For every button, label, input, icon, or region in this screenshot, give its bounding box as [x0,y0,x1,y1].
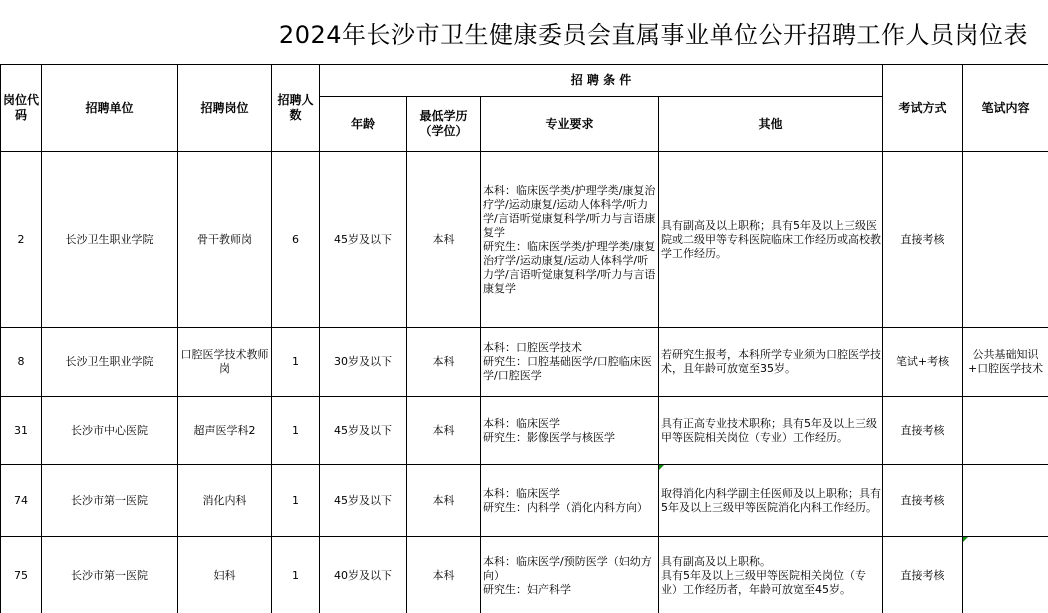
cell-written [963,152,1048,328]
header-major: 专业要求 [481,97,659,152]
cell-text-line: 本科：临床医学类/护理学类/康复治疗学/运动康复/运动人体科学/听力学/言语听觉康复科学/听力与言语康复学 [483,183,656,239]
cell-text-line: 研究生：口腔基础医学/口腔临床医学/口腔医学 [483,355,652,382]
cell-post: 口腔医学技术教师岗 [178,328,272,397]
cell-edu: 本科 [407,537,481,613]
cell-count: 1 [272,397,320,465]
cell-text-line: 若研究生报考，本科所学专业须为口腔医学技术，且年龄可放宽至35岁。 [661,348,881,375]
cell-text-line: 研究生：影像医学与核医学 [483,430,615,444]
cell-unit: 长沙市第一医院 [42,465,178,537]
cell-edu: 本科 [407,465,481,537]
cell-text-line: 本科：口腔医学技术 [483,341,582,354]
cell-exam: 直接考核 [883,152,963,328]
table-row [1,465,1048,537]
cell-count: 1 [272,328,320,397]
cell-post: 超声医学科2 [178,397,272,465]
cell-unit: 长沙卫生职业学院 [42,152,178,328]
header-age: 年龄 [320,97,407,152]
cell-age: 45岁及以下 [320,397,407,465]
cell-other [659,328,883,397]
header-unit: 招聘单位 [42,65,178,152]
cell-text-line: 本科：临床医学/预防医学（妇幼方向） [483,554,652,582]
header-code: 岗位代码 [1,65,42,152]
cell-age: 30岁及以下 [320,328,407,397]
cell-text-line: 具有副高及以上职称。 [661,554,771,568]
cell-text-line: 具有正高专业技术职称；具有5年及以上三级甲等医院相关岗位（专业）工作经历。 [661,416,877,444]
cell-code: 8 [1,328,42,397]
table-row [1,152,1048,328]
cell-exam: 笔试+考核 [883,328,963,397]
cell-text-line: 本科：临床医学 [483,416,560,430]
header-conditions: 招 聘 条 件 [320,65,883,97]
header-other: 其他 [659,97,883,152]
cell-major [481,465,659,537]
cell-code: 75 [1,537,42,613]
cell-text-line: 本科：临床医学 [483,486,560,500]
table-title: 2024年长沙市卫生健康委员会直属事业单位公开招聘工作人员岗位表 [278,21,1028,49]
cell-unit: 长沙市第一医院 [42,537,178,613]
cell-edu: 本科 [407,328,481,397]
cell-unit: 长沙市中心医院 [42,397,178,465]
cell-other [659,397,883,465]
job-positions-table [0,64,1048,613]
cell-text-line: 取得消化内科学副主任医师及以上职称；具有5年及以上三级甲等医院消化内科工作经历。 [661,486,881,514]
header-count: 招聘人数 [272,65,320,152]
cell-edu: 本科 [407,397,481,465]
cell-other [659,152,883,328]
header-exam: 考试方式 [883,65,963,152]
cell-exam: 直接考核 [883,537,963,613]
cell-count: 1 [272,537,320,613]
cell-written: 公共基础知识+口腔医学技术 [963,328,1048,397]
cell-code: 31 [1,397,42,465]
cell-post: 骨干教师岗 [178,152,272,328]
cell-major [481,328,659,397]
cell-written [963,537,1048,613]
table-row [1,537,1048,613]
cell-age: 45岁及以下 [320,465,407,537]
cell-exam: 直接考核 [883,397,963,465]
cell-written [963,397,1048,465]
cell-written [963,465,1048,537]
cell-other [659,465,883,537]
table-row [1,328,1048,397]
cell-major [481,397,659,465]
cell-text-line: 研究生：妇产科学 [483,582,571,596]
header-post: 招聘岗位 [178,65,272,152]
cell-post: 妇科 [178,537,272,613]
cell-count: 6 [272,152,320,328]
cell-exam: 直接考核 [883,465,963,537]
cell-major [481,537,659,613]
cell-major [481,152,659,328]
cell-code: 2 [1,152,42,328]
table-row [1,397,1048,465]
cell-code: 74 [1,465,42,537]
table-body [1,152,1048,613]
header-written: 笔试内容 [963,65,1048,152]
cell-text-line: 具有5年及以上三级甲等医院相关岗位（专业）工作经历者，年龄可放宽至45岁。 [661,568,866,596]
cell-text-line: 研究生：临床医学类/护理学类/康复治疗学/运动康复/运动人体科学/听力学/言语听觉康复科学/听力与言语康复学 [483,239,656,295]
cell-post: 消化内科 [178,465,272,537]
cell-age: 45岁及以下 [320,152,407,328]
cell-count: 1 [272,465,320,537]
cell-age: 40岁及以下 [320,537,407,613]
cell-other [659,537,883,613]
cell-unit: 长沙卫生职业学院 [42,328,178,397]
cell-text-line: 具有副高及以上职称；具有5年及以上三级医院或二级甲等专科医院临床工作经历或高校教学工作经历。 [661,218,881,260]
header-edu: 最低学历（学位） [407,97,481,152]
cell-text-line: 研究生：内科学（消化内科方向） [483,500,648,514]
cell-edu: 本科 [407,152,481,328]
